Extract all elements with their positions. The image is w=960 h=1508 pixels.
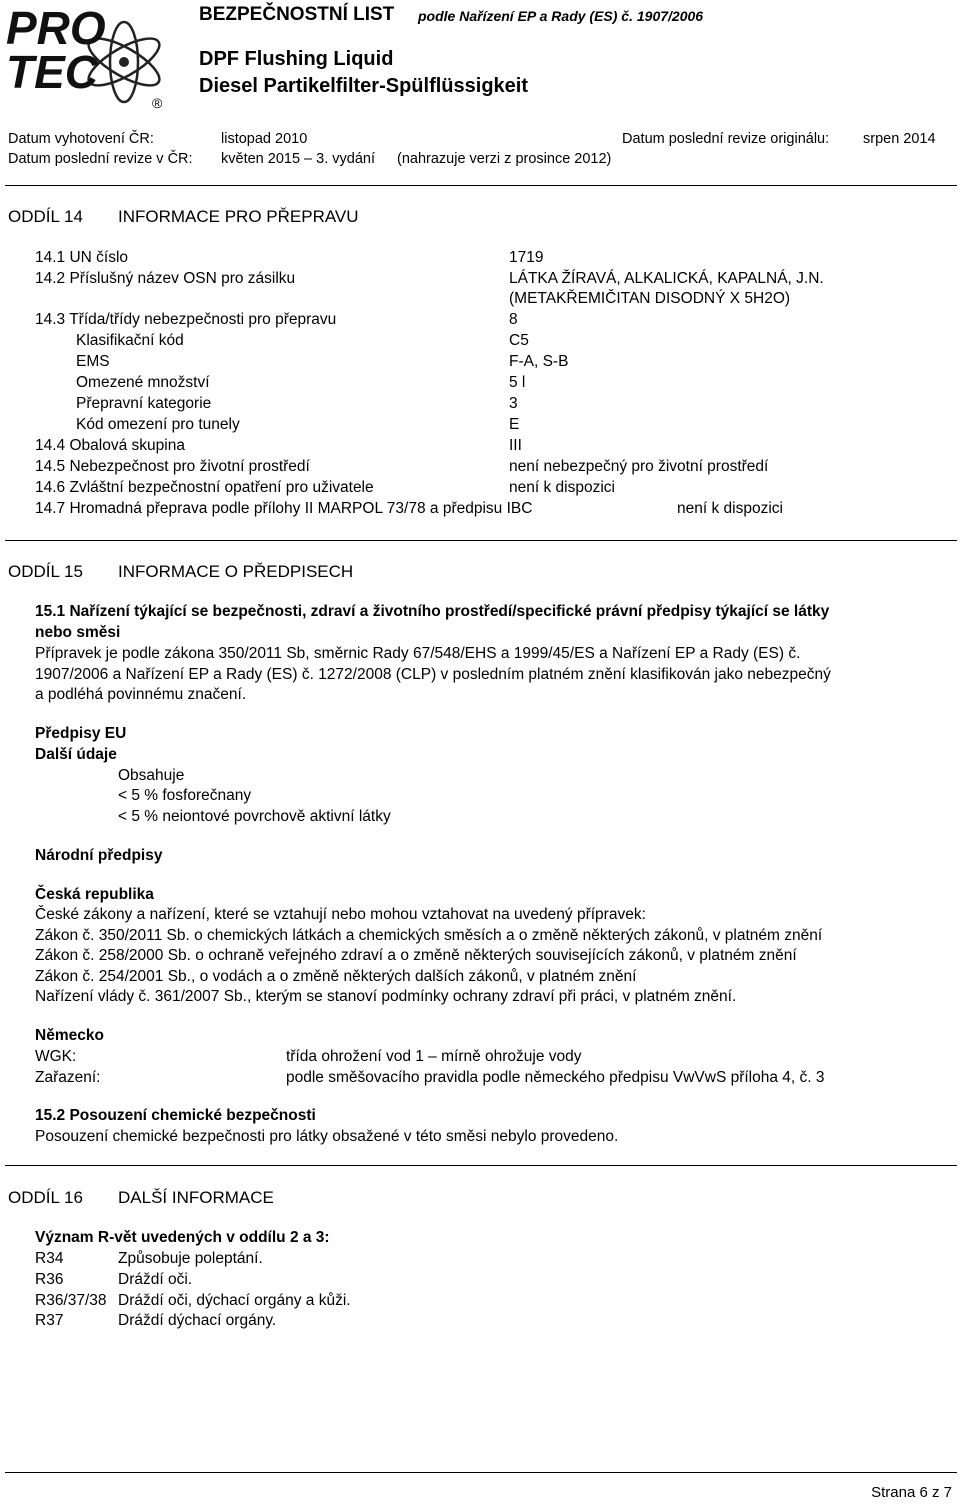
- eu-regulations-title: Předpisy EU: [35, 725, 127, 742]
- transport-row-value: není k dispozici: [677, 500, 783, 517]
- transport-row-label: EMS: [76, 353, 110, 370]
- transport-row-value: 1719: [509, 249, 544, 266]
- transport-row-label: 14.6 Zvláštní bezpečnostní opatření pro uživatele: [35, 479, 374, 496]
- other-data-item: < 5 % fosforečnany: [118, 787, 252, 804]
- germany-row-value: podle směšovacího pravidla podle německého předpisu VwVwS příloha 4, č. 3: [286, 1069, 825, 1086]
- r-phrase-text: Dráždí oči.: [118, 1271, 193, 1288]
- section14-number: ODDÍL 14: [8, 207, 83, 226]
- transport-row-label: 14.1 UN číslo: [35, 249, 129, 266]
- czech-law-line: Zákon č. 350/2011 Sb. o chemických látkách a chemických směsích a o změně některých zákonů, v platném znění: [35, 927, 823, 944]
- r-phrase-text: Dráždí oči, dýchací orgány a kůži.: [118, 1292, 351, 1309]
- other-data-title: Další údaje: [35, 746, 117, 763]
- s152-title: 15.2 Posouzení chemické bezpečnosti: [35, 1107, 316, 1124]
- transport-row-label: 14.2 Příslušný název OSN pro zásilku: [35, 270, 296, 287]
- revision-label: Datum poslední revize v ČR:: [8, 151, 193, 167]
- header-divider: [5, 185, 957, 186]
- transport-row-value: není k dispozici: [509, 479, 615, 496]
- footer-divider: [5, 1472, 957, 1473]
- page-number: Strana 6 z 7: [871, 1484, 952, 1501]
- revision-value: květen 2015 – 3. vydání: [221, 151, 375, 167]
- section15-number: ODDÍL 15: [8, 562, 83, 581]
- section16-title: DALŠÍ INFORMACE: [118, 1188, 274, 1207]
- section14-title: INFORMACE PRO PŘEPRAVU: [118, 207, 359, 226]
- revision-note: (nahrazuje verzi z prosince 2012): [397, 151, 612, 167]
- section14-divider: [5, 540, 957, 541]
- product-name: DPF Flushing Liquid: [199, 48, 394, 70]
- logo-text-pro: PRO: [6, 4, 106, 54]
- transport-row-value: není nebezpečný pro životní prostředí: [509, 458, 769, 475]
- section16-number: ODDÍL 16: [8, 1188, 83, 1207]
- orig-revision-label: Datum poslední revize originálu:: [622, 131, 830, 147]
- orig-revision-value: srpen 2014: [863, 131, 936, 147]
- s152-text: Posouzení chemické bezpečnosti pro látky obsažené v této směsi nebylo provedeno.: [35, 1128, 619, 1145]
- transport-row-label: 14.7 Hromadná přeprava podle přílohy II MARPOL 73/78 a předpisu IBC: [35, 500, 533, 517]
- transport-row-value: F-A, S-B: [509, 353, 569, 370]
- created-value: listopad 2010: [221, 131, 308, 147]
- r-phrase-code: R34: [35, 1250, 64, 1267]
- czech-law-line: Zákon č. 254/2001 Sb., o vodách a o změně některých dalších zákonů, v platném znění: [35, 968, 637, 985]
- r-phrases-title: Význam R-vět uvedených v oddílu 2 a 3:: [35, 1229, 330, 1246]
- section15-divider: [5, 1165, 957, 1166]
- czech-law-line: České zákony a nařízení, které se vztahují nebo mohou vztahovat na uvedený přípravek:: [35, 906, 646, 923]
- s151-text-line: a podléhá povinnému značení.: [35, 686, 247, 703]
- regulation-subtitle: podle Nařízení EP a Rady (ES) č. 1907/2006: [418, 8, 704, 24]
- s151-text-line: 1907/2006 a Nařízení EP a Rady (ES) č. 1272/2008 (CLP) v posledním platném znění klasifikován jako nebezpečný: [35, 666, 831, 683]
- s151-text-line: Přípravek je podle zákona 350/2011 Sb, směrnic Rady 67/548/EHS a 1999/45/ES a Nařízení EP a Rady (ES) č.: [35, 645, 801, 662]
- transport-row-value: 8: [509, 311, 518, 328]
- transport-row-label: Klasifikační kód: [76, 332, 184, 349]
- r-phrase-code: R36/37/38: [35, 1292, 107, 1309]
- r-phrase-code: R36: [35, 1271, 64, 1288]
- r-phrase-text: Způsobuje poleptání.: [118, 1250, 263, 1267]
- document-title: BEZPEČNOSTNÍ LIST: [199, 4, 395, 25]
- transport-row-label: Omezené množství: [76, 374, 210, 391]
- r-phrase-code: R37: [35, 1312, 64, 1329]
- protec-logo: [6, 4, 178, 112]
- transport-row-value: C5: [509, 332, 529, 349]
- germany-row-label: WGK:: [35, 1048, 77, 1065]
- czech-title: Česká republika: [35, 886, 154, 903]
- germany-row-value: třída ohrožení vod 1 – mírně ohrožuje vody: [286, 1048, 582, 1065]
- transport-row-value: III: [509, 437, 522, 454]
- germany-title: Německo: [35, 1027, 104, 1044]
- transport-row-value: (METAKŘEMIČITAN DISODNÝ X 5H2O): [509, 290, 791, 307]
- r-phrase-text: Dráždí dýchací orgány.: [118, 1312, 277, 1329]
- transport-row-label: Přepravní kategorie: [76, 395, 212, 412]
- s151-title-cont: nebo směsi: [35, 624, 121, 641]
- transport-row-value: 3: [509, 395, 518, 412]
- logo-text-tec: TEC: [6, 46, 98, 98]
- created-label: Datum vyhotovení ČR:: [8, 131, 154, 147]
- transport-row-label: Kód omezení pro tunely: [76, 416, 240, 433]
- transport-row-label: 14.3 Třída/třídy nebezpečnosti pro přepravu: [35, 311, 337, 328]
- czech-law-line: Nařízení vlády č. 361/2007 Sb., kterým se stanoví podmínky ochrany zdraví při práci, v platném znění.: [35, 988, 737, 1005]
- section15-title: INFORMACE O PŘEDPISECH: [118, 562, 354, 581]
- s151-title: 15.1 Nařízení týkající se bezpečnosti, zdraví a životního prostředí/specifické právní předpisy týkající se látky: [35, 603, 830, 620]
- transport-row-label: 14.4 Obalová skupina: [35, 437, 185, 454]
- czech-law-line: Zákon č. 258/2000 Sb. o ochraně veřejného zdraví a o změně některých souvisejících zákonů, v platném znění: [35, 947, 797, 964]
- registered-mark: ®: [152, 95, 163, 111]
- other-data-item: Obsahuje: [118, 767, 185, 784]
- transport-row-value: 5 l: [509, 374, 526, 391]
- other-data-item: < 5 % neiontové povrchově aktivní látky: [118, 808, 391, 825]
- transport-row-value: LÁTKA ŽÍRAVÁ, ALKALICKÁ, KAPALNÁ, J.N.: [509, 270, 824, 287]
- germany-row-label: Zařazení:: [35, 1069, 101, 1086]
- product-name-de: Diesel Partikelfilter-Spülflüssigkeit: [199, 75, 528, 97]
- transport-row-label: 14.5 Nebezpečnost pro životní prostředí: [35, 458, 310, 475]
- national-regulations-title: Národní předpisy: [35, 847, 163, 864]
- transport-row-value: E: [509, 416, 520, 433]
